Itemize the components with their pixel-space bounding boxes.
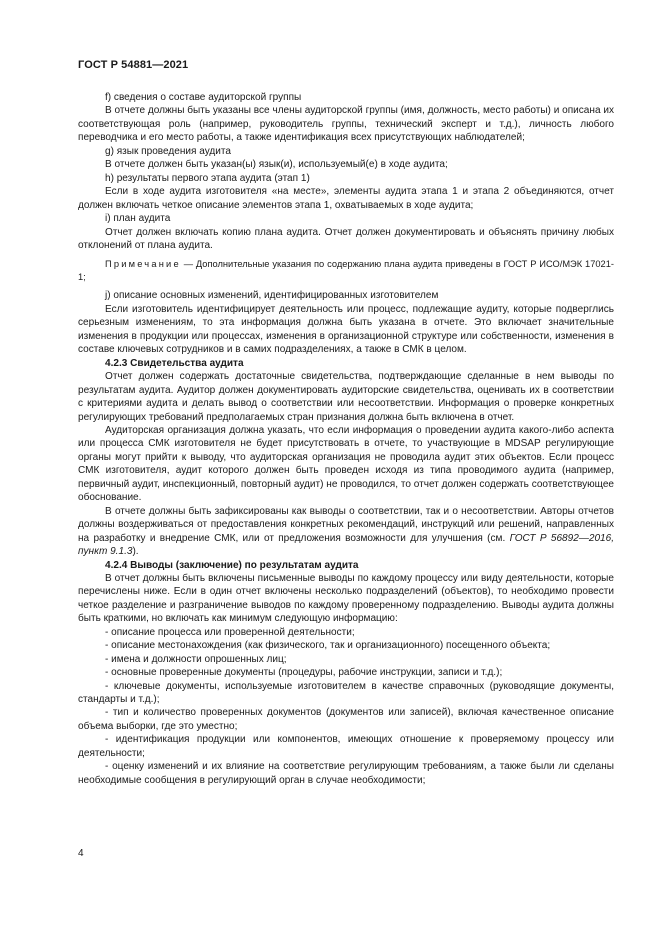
para-3-text: В отчете должны быть зафиксированы как выводы о соответствии, так и о несоответствии. Авторы отчетов должны воздерживаться от предоставления конкретных рекомендаций, инструкций или решений, направленных на разработку и внедрение СМК, или от предложения возможности для улучшения — [78, 505, 614, 544]
section-4-2-3-para-2: Аудиторская организация должна указать, что если информация о проведении аудита какого-либо аспекта или процесса СМК изготовителя не будет присутствовать в отчете, то участвующие в MDSAP регулирующие органы могут прийти к выводу, что аудиторская организация не проводила аудит этих объектов. Если процесс СМК изготовителя, аудит которого должен быть проведен исходя из типа проводимого аудита (например, первичный аудит, инспекционный, повторный аудит) не проводился, то отчет должен содержать соответствующее обоснование. — [78, 424, 614, 504]
note-paragraph — [78, 258, 614, 283]
section-4-2-3-heading: 4.2.3 Свидетельства аудита — [105, 357, 244, 369]
reference-suffix: ). — [132, 546, 139, 558]
item-h-title: h) результаты первого этапа аудита (этап 1) — [105, 172, 310, 184]
section-4-2-4-para-1: В отчет должны быть включены письменные выводы по каждому процессу или виду деятельности, которые перечислены ниже. Если в один отчет включены несколько подразделений (объектов), то необходимо провести четкое разделение и разграничение выводов по каждому проверенному подразделению. Выводы аудита должны быть краткими, но включать как минимум следующую информацию: — [78, 572, 614, 625]
list-item: - описание процесса или проверенной деятельности; — [105, 626, 355, 638]
item-f-title: f) сведения о составе аудиторской группы — [105, 92, 302, 103]
document-body — [78, 91, 614, 787]
item-i-title: i) план аудита — [105, 213, 171, 225]
document-header: ГОСТ Р 54881—2021 — [78, 59, 189, 71]
list-item: - ключевые документы, используемые изготовителем в качестве справочных (руководящие документы, стандарты и т.д.); — [78, 680, 614, 706]
item-h-text: Если в ходе аудита изготовителя «на месте», элементы аудита этапа 1 и этапа 2 объединяются, отчет должен включать четкое описание элементов этапа 1, охватываемых в ходе аудита; — [78, 186, 614, 211]
list-item: - имена и должности опрошенных лиц; — [105, 653, 287, 665]
reference-prefix: (см. — [482, 532, 510, 544]
item-f-text: В отчете должны быть указаны все члены аудиторской группы (имя, должность, место работы) и описана их соответствующая роль (например, руководитель группы, технический эксперт и т.д.), личность любого переводчика и его место работы, а также идентификация всех присутствующих наблюдателей; — [78, 105, 614, 144]
item-i-text: Отчет должен включать копию плана аудита. Отчет должен документировать и объяснять причину любых отклонений от плана аудита. — [78, 226, 614, 251]
page-number: 4 — [78, 848, 84, 859]
item-g-title: g) язык проведения аудита — [105, 145, 231, 157]
section-4-2-3-para-1: Отчет должен содержать достаточные свидетельства, подтверждающие сделанные в нем выводы по результатам аудита. Аудитор должен документировать аудиторские свидетельства, оценивать их в соответствии с критериями аудита и делать вывод о соответствии или несоответствии. Информация о проверке конкретных регулирующих требований предполагаемых стран признания должна быть включена в отчет. — [78, 371, 614, 423]
list-item: - тип и количество проверенных документов (документов или записей), включая качественное описание объема выборки, где это уместно; — [78, 707, 614, 732]
note-text: Дополнительные указания по содержанию плана аудита приведены в ГОСТ Р ИСО/МЭК 17021-1; — [78, 259, 614, 282]
item-j-text: Если изготовитель идентифицирует деятельность или процесс, подлежащие аудиту, которые подверглись серьезным изменениям, то эта информация должна быть указана в отчете. Это включает значительные изменения в продукции или процессах, изменения в организационной структуре или собственности, изменения в составе ключевых сотрудников и в самих подразделениях, а также в СМК в целом. — [78, 303, 614, 356]
note-label: Примечание — [105, 259, 181, 270]
item-j-title: j) описание основных изменений, идентифицированных изготовителем — [105, 290, 439, 302]
list-item: - описание местонахождения (как физического, так и организационного) посещенного объекта; — [105, 640, 551, 652]
section-4-2-4-heading: 4.2.4 Выводы (заключение) по результатам аудита — [105, 559, 359, 571]
reference-standard: ГОСТ Р 56892—2016, пункт 9.1.3 — [78, 532, 615, 558]
note-dash: — — [180, 259, 196, 270]
list-item: - идентификация продукции или компонентов, имеющих отношение к проверяемому процессу или деятельности; — [78, 734, 614, 759]
list-item: - основные проверенные документы (процедуры, рабочие инструкции, записи и т.д.); — [105, 667, 503, 679]
item-g-text: В отчете должен быть указан(ы) язык(и), используемый(е) в ходе аудита; — [105, 159, 448, 171]
list-item: - оценку изменений и их влияние на соответствие регулирующим требованиям, а также были ли сделаны необходимые сообщения в регулирующий орган в случае необходимости; — [78, 761, 614, 786]
section-4-2-3-para-3 — [78, 505, 614, 559]
